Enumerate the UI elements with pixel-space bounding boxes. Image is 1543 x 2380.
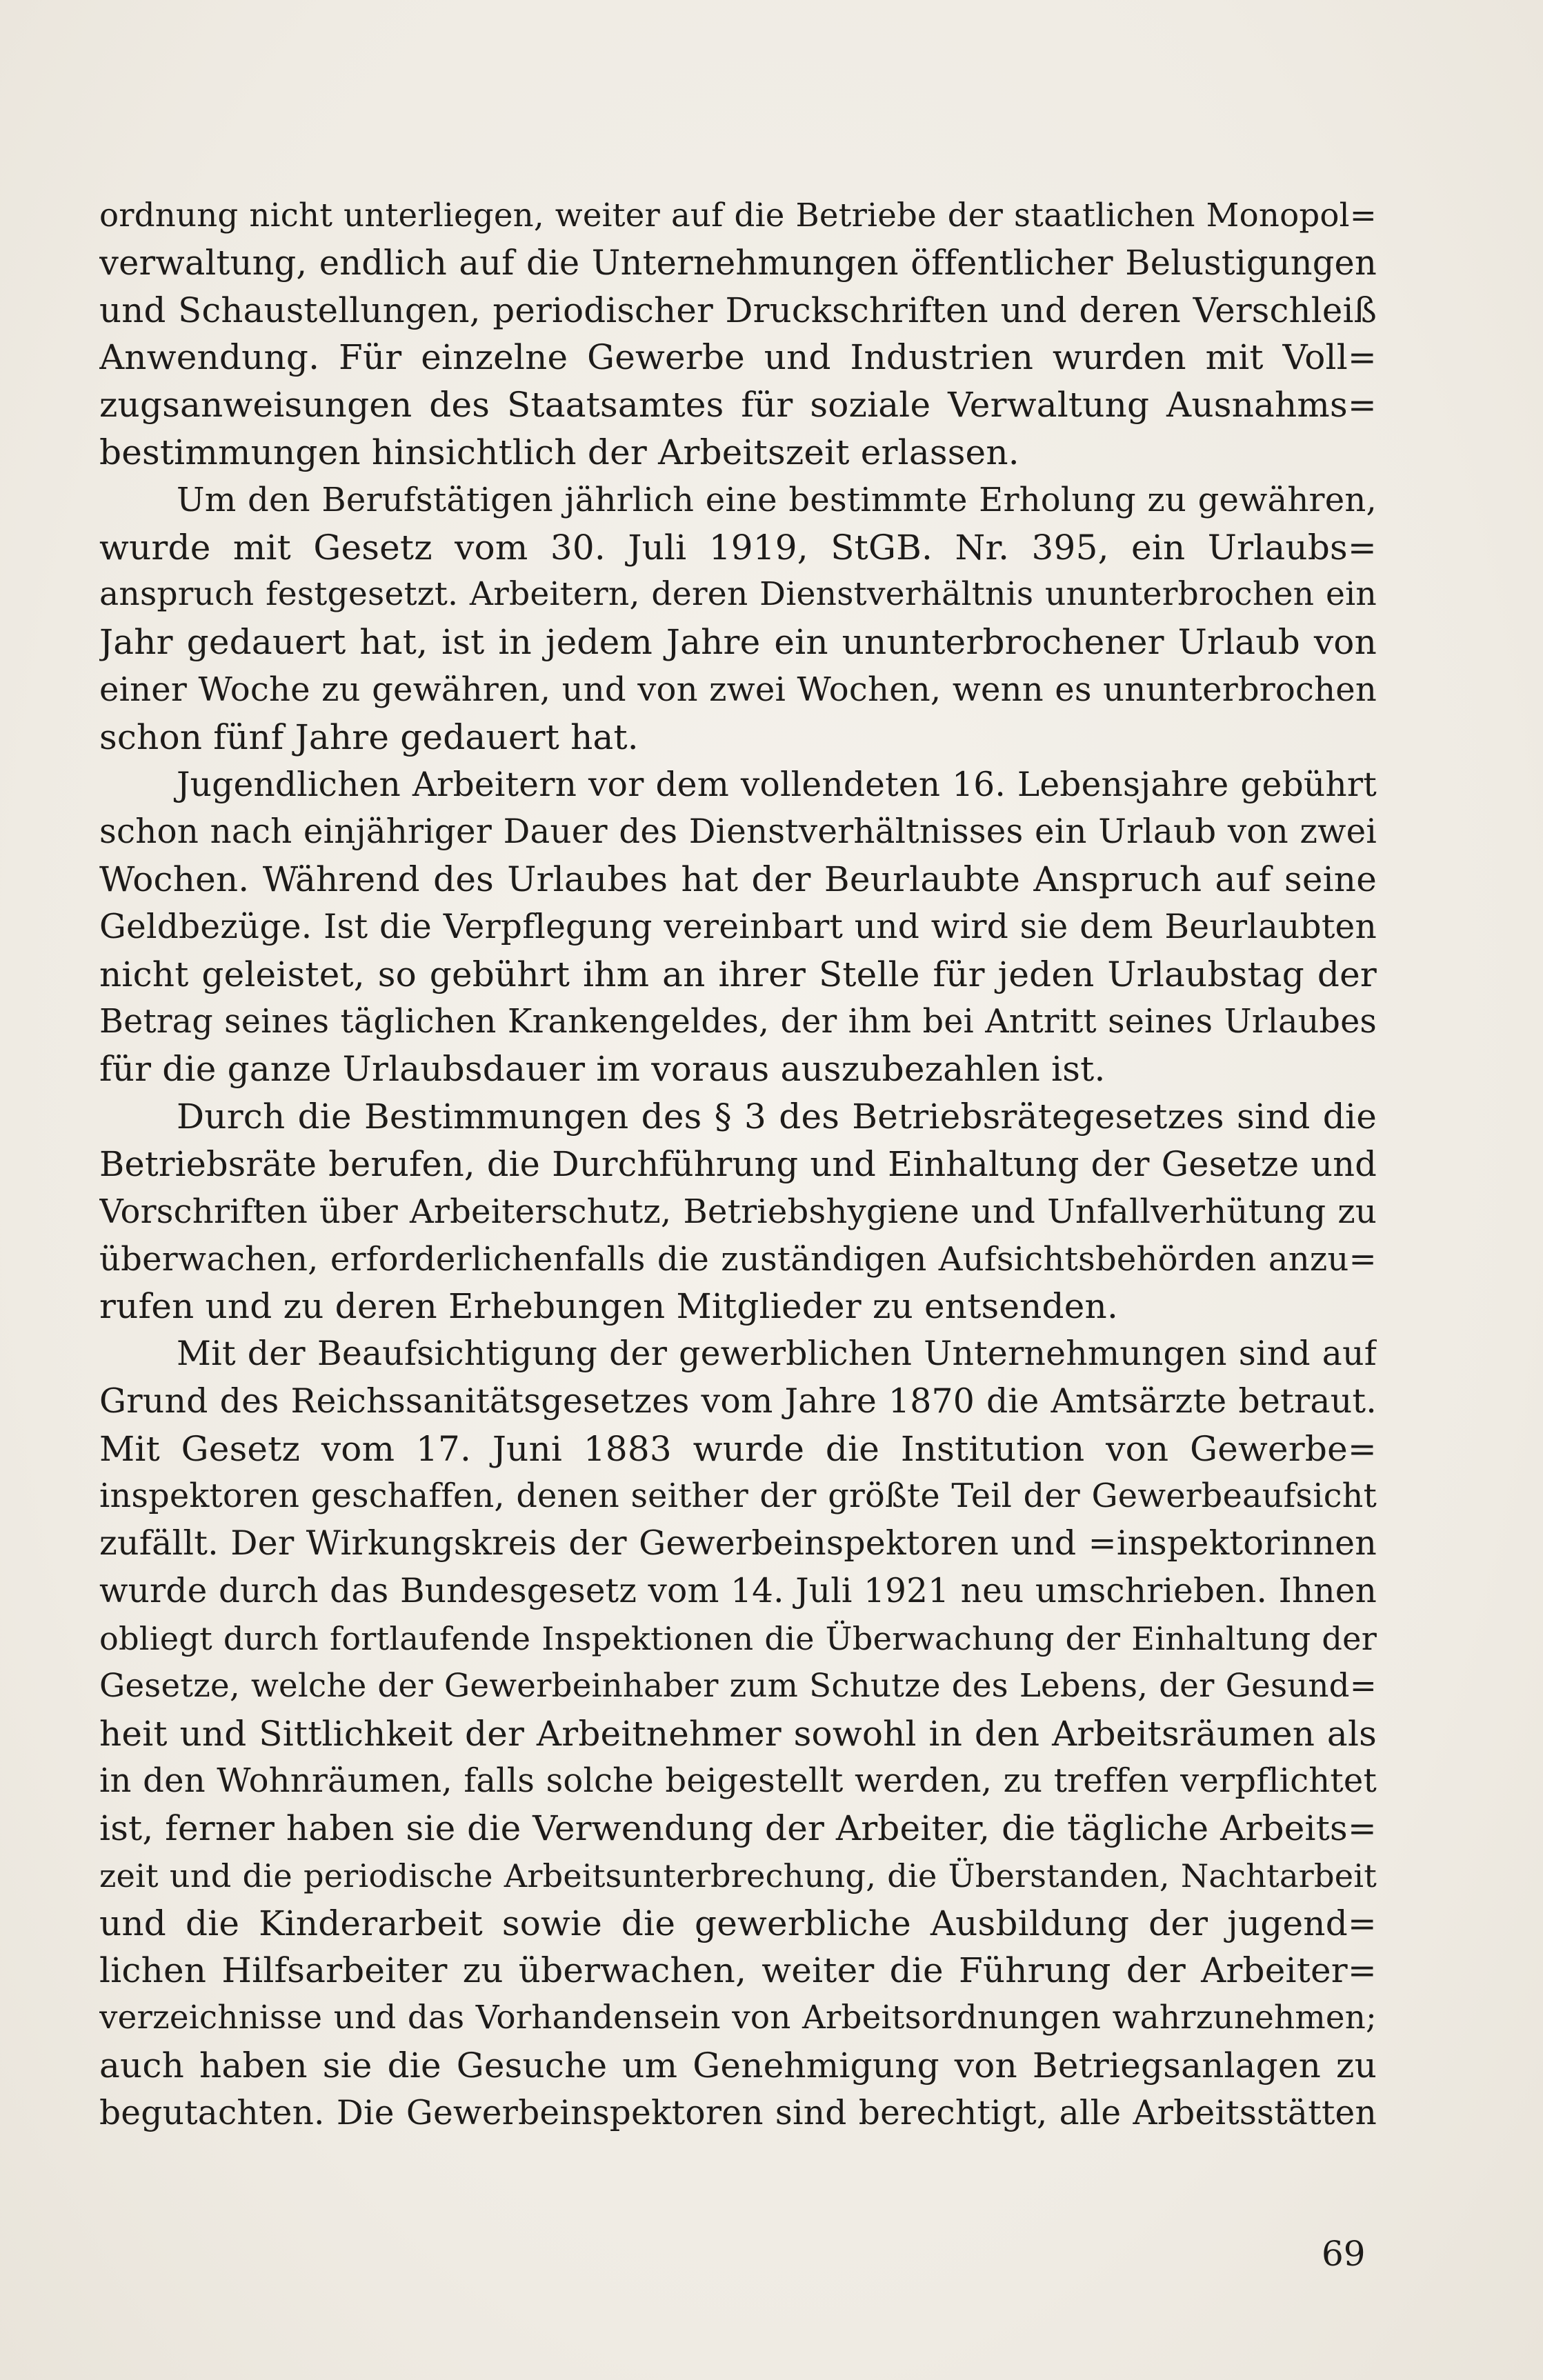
page-number: 69	[1322, 2234, 1366, 2274]
text-line: heit und Sittlichkeit der Arbeitnehmer sowohl in den Arbeitsräumen als	[99, 1713, 1377, 1754]
text-line: und die Kinderarbeit sowie die gewerbliche Ausbildung der jugend=	[99, 1903, 1377, 1943]
text-line: Gesetze, welche der Gewerbeinhaber zum Schutze des Lebens, der Gesund=	[99, 1667, 1377, 1705]
text-line: schon fünf Jahre gedauert hat.	[99, 717, 639, 757]
text-line: Mit der Beaufsichtigung der gewerblichen Unternehmungen sind auf	[177, 1334, 1377, 1374]
body-text	[99, 192, 1377, 2137]
text-line: Betrag seines täglichen Krankengeldes, der ihm bei Antritt seines Urlaubes	[99, 1002, 1377, 1041]
text-line: inspektoren geschaffen, denen seither der größte Teil der Gewerbeaufsicht	[99, 1477, 1377, 1515]
paragraph	[99, 1330, 1377, 2137]
text-line: zugsanweisungen des Staatsamtes für soziale Verwaltung Ausnahms=	[99, 385, 1377, 426]
text-line: rufen und zu deren Erhebungen Mitglieder zu entsenden.	[99, 1286, 1119, 1327]
paragraph	[99, 1093, 1377, 1330]
text-line: überwachen, erforderlichenfalls die zuständigen Aufsichtsbehörden anzu=	[99, 1239, 1377, 1279]
text-line: obliegt durch fortlaufende Inspektionen die Überwachung der Einhaltung der	[99, 1619, 1377, 1657]
paragraph	[99, 761, 1377, 1094]
text-line: anspruch festgesetzt. Arbeitern, deren Dienstverhältnis ununterbrochen ein	[99, 575, 1377, 614]
text-line: schon nach einjähriger Dauer des Dienstverhältnisses ein Urlaub von zwei	[99, 812, 1377, 852]
text-line: Mit Gesetz vom 17. Juni 1883 wurde die Institution von Gewerbe=	[99, 1428, 1377, 1469]
text-line: ordnung nicht unterliegen, weiter auf die Betriebe der staatlichen Monopol=	[99, 197, 1377, 234]
paragraph	[99, 192, 1377, 477]
text-line: für die ganze Urlaubsdauer im voraus auszubezahlen ist.	[99, 1049, 1106, 1090]
text-line: einer Woche zu gewähren, und von zwei Wochen, wenn es ununterbrochen	[99, 670, 1377, 709]
text-line: nicht geleistet, so gebührt ihm an ihrer Stelle für jeden Urlaubstag der	[99, 954, 1377, 994]
text-line: wurde durch das Bundesgesetz vom 14. Juli 1921 neu umschrieben. Ihnen	[99, 1572, 1377, 1611]
text-line: bestimmungen hinsichtlich der Arbeitszeit erlassen.	[99, 432, 1019, 472]
text-line: Geldbezüge. Ist die Verpflegung vereinbart und wird sie dem Beurlaubten	[99, 907, 1377, 946]
text-line: zeit und die periodische Arbeitsunterbrechung, die Überstanden, Nachtarbeit	[99, 1857, 1377, 1894]
text-line: wurde mit Gesetz vom 30. Juli 1919, StGB. Nr. 395, ein Urlaubs=	[99, 527, 1377, 568]
text-line: Anwendung. Für einzelne Gewerbe und Industrien wurden mit Voll=	[99, 337, 1377, 378]
text-line: in den Wohnräumen, falls solche beigestellt werden, zu treffen verpflichtet	[99, 1761, 1377, 1801]
text-line: Durch die Bestimmungen des § 3 des Betriebsrätegesetzes sind die	[177, 1097, 1377, 1137]
text-line: und Schaustellungen, periodischer Druckschriften und deren Verschleiß	[99, 290, 1377, 330]
text-line: auch haben sie die Gesuche um Genehmigung von Betriegsanlagen zu	[99, 2046, 1377, 2086]
text-line: Jugendlichen Arbeitern vor dem vollendeten 16. Lebensjahre gebührt	[177, 765, 1377, 804]
text-line: Jahr gedauert hat, ist in jedem Jahre ein ununterbrochener Urlaub von	[99, 622, 1377, 663]
text-line: verwaltung, endlich auf die Unternehmungen öffentlicher Belustigungen	[99, 242, 1377, 283]
text-line: lichen Hilfsarbeiter zu überwachen, weiter die Führung der Arbeiter=	[99, 1950, 1377, 1991]
text-line: ist, ferner haben sie die Verwendung der Arbeiter, die tägliche Arbeits=	[99, 1808, 1377, 1849]
text-line: Grund des Reichssanitätsgesetzes vom Jahre 1870 die Amtsärzte betraut.	[99, 1381, 1377, 1421]
text-line: verzeichnisse und das Vorhandensein von Arbeitsordnungen wahrzunehmen;	[99, 1999, 1377, 2037]
text-line: Um den Berufstätigen jährlich eine bestimmte Erholung zu gewähren,	[177, 480, 1377, 519]
text-line: Wochen. Während des Urlaubes hat der Beurlaubte Anspruch auf seine	[99, 859, 1377, 900]
text-line: zufällt. Der Wirkungskreis der Gewerbeinspektoren und =inspektorinnen	[99, 1523, 1377, 1563]
paragraph	[99, 477, 1377, 761]
text-line: Vorschriften über Arbeiterschutz, Betriebshygiene und Unfallverhütung zu	[99, 1192, 1377, 1231]
text-line: begutachten. Die Gewerbeinspektoren sind berechtigt, alle Arbeitsstätten	[99, 2093, 1377, 2132]
text-line: Betriebsräte berufen, die Durchführung und Einhaltung der Gesetze und	[99, 1143, 1377, 1184]
